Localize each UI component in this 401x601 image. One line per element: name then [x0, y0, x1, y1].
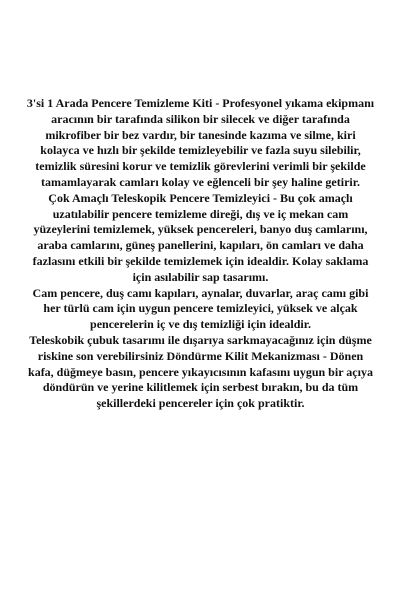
product-description [26, 96, 375, 412]
paragraph-rotation-lock: Teleskobik çubuk tasarımı ile dışarıya sarkmayacağınız için düşme riskine son verebilirsiniz Döndürme Kilit Mekanizması - Dönen kafa, düğmeye basın, pencere yıkayıcısının kafasını uygun bir açıya döndürün ve yerine kilitlemek için serbest bırakın, bu da tüm şekillerdeki pencereler için çok pratiktir. [28, 332, 373, 411]
paragraph-glass-suitability: Cam pencere, duş camı kapıları, aynalar, duvarlar, araç camı gibi her türlü cam için uygun pencere temizleyici, yüksek ve alçak pencerelerin iç ve dış temizliği için idealdir. [32, 285, 369, 332]
paragraph-telescopic-cleaner: Çok Amaçlı Teleskopik Pencere Temizleyici - Bu çok amaçlı uzatılabilir pencere temizleme direği, dış ve iç mekan cam yüzeylerini temizlemek, yüksek pencereleri, banyo duş camlarını, araba camlarını, güneş panellerini, kapıları, ön camları ve daha fazlasını etkili bir şekilde temizlemek için idealdir. Kolay saklama için asılabilir sap tasarımı. [32, 190, 369, 284]
paragraph-kit-description: 3'si 1 Arada Pencere Temizleme Kiti - Profesyonel yıkama ekipmanı aracının bir tarafında silikon bir silecek ve diğer tarafında mikrofiber bir bez vardır, bir tanesinde kazıma ve silme, kiri kolayca ve hızlı bir şekilde temizleyebilir ve fazla suyu silebilir, temizlik süresini korur ve temizlik görevlerini verimli bir şekilde tamamlayarak camları kolay ve eğlenceli bir şey haline getirir. [26, 96, 375, 189]
